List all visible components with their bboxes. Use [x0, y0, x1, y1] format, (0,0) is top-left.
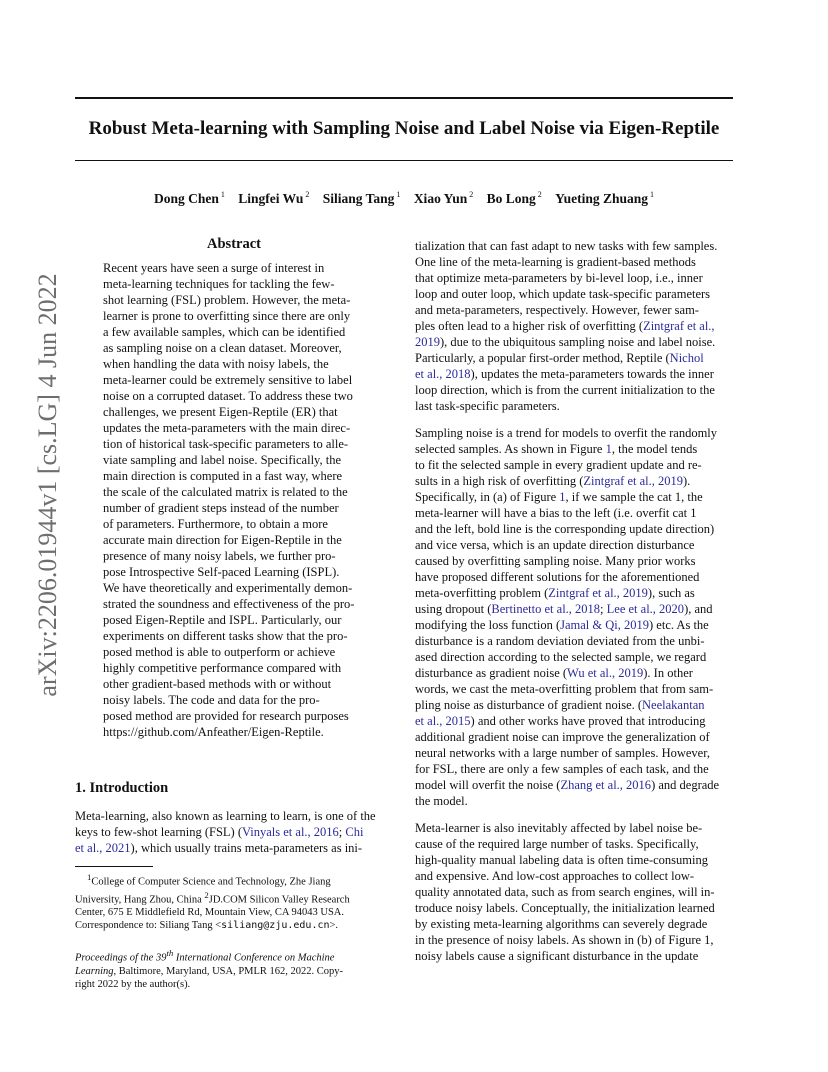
citation-link[interactable]: Zintgraf et al., 2019 [583, 474, 684, 488]
abstract-line: learner is prone to overfitting since there are only [103, 309, 351, 323]
author: Bo Long $^2$ [486, 190, 542, 206]
citation-link[interactable]: Jamal & Qi, 2019 [560, 618, 650, 632]
intro-paragraph [75, 808, 393, 856]
abstract-line: the scale of the calculated matrix is related to the [103, 485, 348, 499]
abstract-line: other gradient-based methods with or without [103, 677, 332, 691]
abstract-line: highly competitive performance compared with [103, 661, 342, 675]
intro-line: keys to few-shot learning (FSL) (Vinyals et al., 2016; Chi [75, 825, 364, 839]
author-list [75, 190, 733, 207]
author: Lingfei Wu $^2$ [238, 190, 310, 206]
title-rule-top [75, 97, 733, 99]
abstract-line: Recent years have seen a surge of interest in [103, 261, 325, 275]
citation-link[interactable]: Zhang et al., 2016 [560, 778, 652, 792]
abstract-line: viate sampling and label noise. Specifically, the [103, 453, 342, 467]
author: Yueting Zhuang $^1$ [555, 190, 655, 206]
abstract-line: presence of many noisy labels, we further pro- [103, 549, 336, 563]
section-heading-introduction: 1. Introduction [75, 780, 169, 796]
affiliation-footnote: $^1$College of Computer Science and Technology, Zhe Jiang University, Hang Zhou, China $^2$JD.COM Silicon Valley Research Center, 675 E Middlefield Rd, Mountain View, CA 94043 USA. Correspondence to: Siliang Tang <siliang@zju.edu.cn>. [75, 872, 350, 931]
intro-line: et al., 2021), which usually trains meta-parameters as ini- [75, 841, 363, 855]
citation-link[interactable]: Lee et al., 2020 [606, 602, 685, 616]
abstract-line: posed method is able to outperform or achieve [103, 645, 336, 659]
abstract-line: of parameters. Furthermore, to obtain a more [103, 517, 328, 531]
abstract-line: challenges, we present Eigen-Reptile (ER) that [103, 405, 338, 419]
abstract-body [103, 260, 365, 740]
body-paragraph: tialization that can fast adapt to new tasks with few samples. One line of the meta-learning is gradient-based methods that optimize meta-parameters by bi-level loop, i.e., inner loop and outer loop, which update task-specific parameters and meta-parameters, respectively. However, fewer sam- ples often lead to a higher risk of overfitting (Zintgraf et al., 2019), due to the ubiquitous sampling noise and label noise. Particularly, a popular first-order method, Reptile (Nichol et al., 2018), updates the meta-parameters towards the inner loop direction, which is from the current initialization to the last task-specific parameters. [415, 239, 718, 413]
abstract-line: accurate main direction for Eigen-Reptile in the [103, 533, 342, 547]
author: Xiao Yun $^2$ [413, 190, 474, 206]
left-column [75, 236, 393, 991]
abstract-line: experiments on different tasks show that the pro- [103, 629, 348, 643]
footnote-rule [75, 866, 153, 867]
abstract-line: shot learning (FSL) problem. However, the meta- [103, 293, 351, 307]
abstract-line: meta-learning techniques for tackling the few- [103, 277, 335, 291]
abstract-line: pose Introspective Self-paced Learning (ISPL). [103, 565, 340, 579]
email-link[interactable]: siliang@zju.edu.cn [221, 920, 330, 931]
proceedings-note: Proceedings of the 39th International Conference on Machine Learning, Baltimore, Maryland, USA, PMLR 162, 2022. Copy- right 2022 by the author(s). [75, 948, 344, 991]
abstract-line: noise on a corrupted dataset. To address these two [103, 389, 353, 403]
citation-link[interactable]: 2019 [415, 335, 440, 349]
abstract-heading: Abstract [207, 236, 261, 252]
body-paragraph: Meta-learner is also inevitably affected by label noise be- cause of the required large number of tasks. Specifically, high-quality manual labeling data is often time-consuming and expensive. And low-cost approaches to collect low- quality annotated data, such as from search engines, will in- troduce noisy labels. Conceptually, the initialization learned by existing meta-learning algorithms can severely degrade in the presence of noisy labels. As shown in (b) of Figure 1, noisy labels cause a significant disturbance in the update [415, 821, 715, 963]
abstract-line: tion of historical task-specific parameters to alle- [103, 437, 349, 451]
abstract-line: when handling the data with noisy labels, the [103, 357, 329, 371]
intro-line: Meta-learning, also known as learning to learn, is one of the [75, 809, 376, 823]
abstract-line: We have theoretically and experimentally demon- [103, 581, 353, 595]
abstract-line: posed Eigen-Reptile and ISPL. Particularly, our [103, 613, 342, 627]
figure-link[interactable]: 1 [605, 442, 612, 456]
body-paragraph: Sampling noise is a trend for models to overfit the randomly selected samples. As shown in Figure 1, the model tends to fit the selected sample in every gradient update and re- sults in a high risk of overfitting (Zintgraf et al., 2019). Specifically, in (a) of Figure 1, if we sample the cat 1, the meta-learner will have a bias to the left (i.e. overfit cat 1 and the left, bold line is the corresponding update direction) and vice versa, which is an update direction disturbance caused by overfitting sampling noise. Many prior works have proposed different solutions for the aforementioned meta-overfitting problem (Zintgraf et al., 2019), such as using dropout (Bertinetto et al., 2018; Lee et al., 2020), and modifying the loss function (Jamal & Qi, 2019) etc. As the disturbance is a random deviation deviated from the unbi- ased direction according to the selected sample, we regard disturbance as gradient noise (Wu et al., 2019). In other words, we cast the meta-overfitting problem that from sam- pling noise as disturbance of gradient noise. (Neelakantan et al., 2015) and other works have proved that introducing additional gradient noise can improve the generalization of neural networks with a large number of samples. However, for FSL, there are only a few samples of each task, and the model will overfit the noise (Zhang et al., 2016) and degrade the model. [415, 426, 720, 808]
abstract-line: main direction is computed in a fast way, where [103, 469, 343, 483]
citation-link[interactable]: et al., 2018 [415, 367, 471, 381]
abstract-line: updates the meta-parameters with the main direc- [103, 421, 351, 435]
abstract-line: posed method are provided for research purposes [103, 709, 349, 723]
citation-link[interactable]: Bertinetto et al., 2018 [491, 602, 601, 616]
author: Dong Chen $^1$ [153, 190, 225, 206]
arxiv-stamp-text: arXiv:2206.01944v1 [cs.LG] 4 Jun 2022 [33, 273, 62, 697]
abstract-line: strated the soundness and effectiveness of the pro- [103, 597, 355, 611]
paper-title: Robust Meta-learning with Sampling Noise and Label Noise via Eigen-Reptile [88, 118, 720, 139]
citation-link[interactable]: Zintgraf et al., [643, 319, 715, 333]
abstract-line: noisy labels. The code and data for the pro- [103, 693, 320, 707]
citation-link[interactable]: Wu et al., 2019 [567, 666, 644, 680]
abstract-line: as sampling noise on a clean dataset. Moreover, [103, 341, 342, 355]
citation-link[interactable]: Nichol [669, 351, 704, 365]
title-rule-bottom [75, 160, 733, 161]
abstract-line: number of gradient steps instead of the number [103, 501, 339, 515]
citation-link[interactable]: Neelakantan [642, 698, 705, 712]
right-column [415, 238, 733, 975]
abstract-line: https://github.com/Anfeather/Eigen-Reptile. [103, 725, 324, 739]
abstract-line: meta-learner could be extremely sensitive to label [103, 373, 353, 387]
citation-link[interactable]: Chi [345, 825, 364, 839]
citation-link[interactable]: et al., 2015 [415, 714, 471, 728]
figure-link[interactable]: 1 [559, 490, 566, 504]
citation-link[interactable]: et al., 2021 [75, 841, 131, 855]
abstract-line: a few available samples, which can be identified [103, 325, 346, 339]
author: Siliang Tang $^1$ [322, 190, 401, 206]
citation-link[interactable]: Zintgraf et al., 2019 [548, 586, 648, 600]
citation-link[interactable]: Vinyals et al., 2016 [241, 825, 339, 839]
